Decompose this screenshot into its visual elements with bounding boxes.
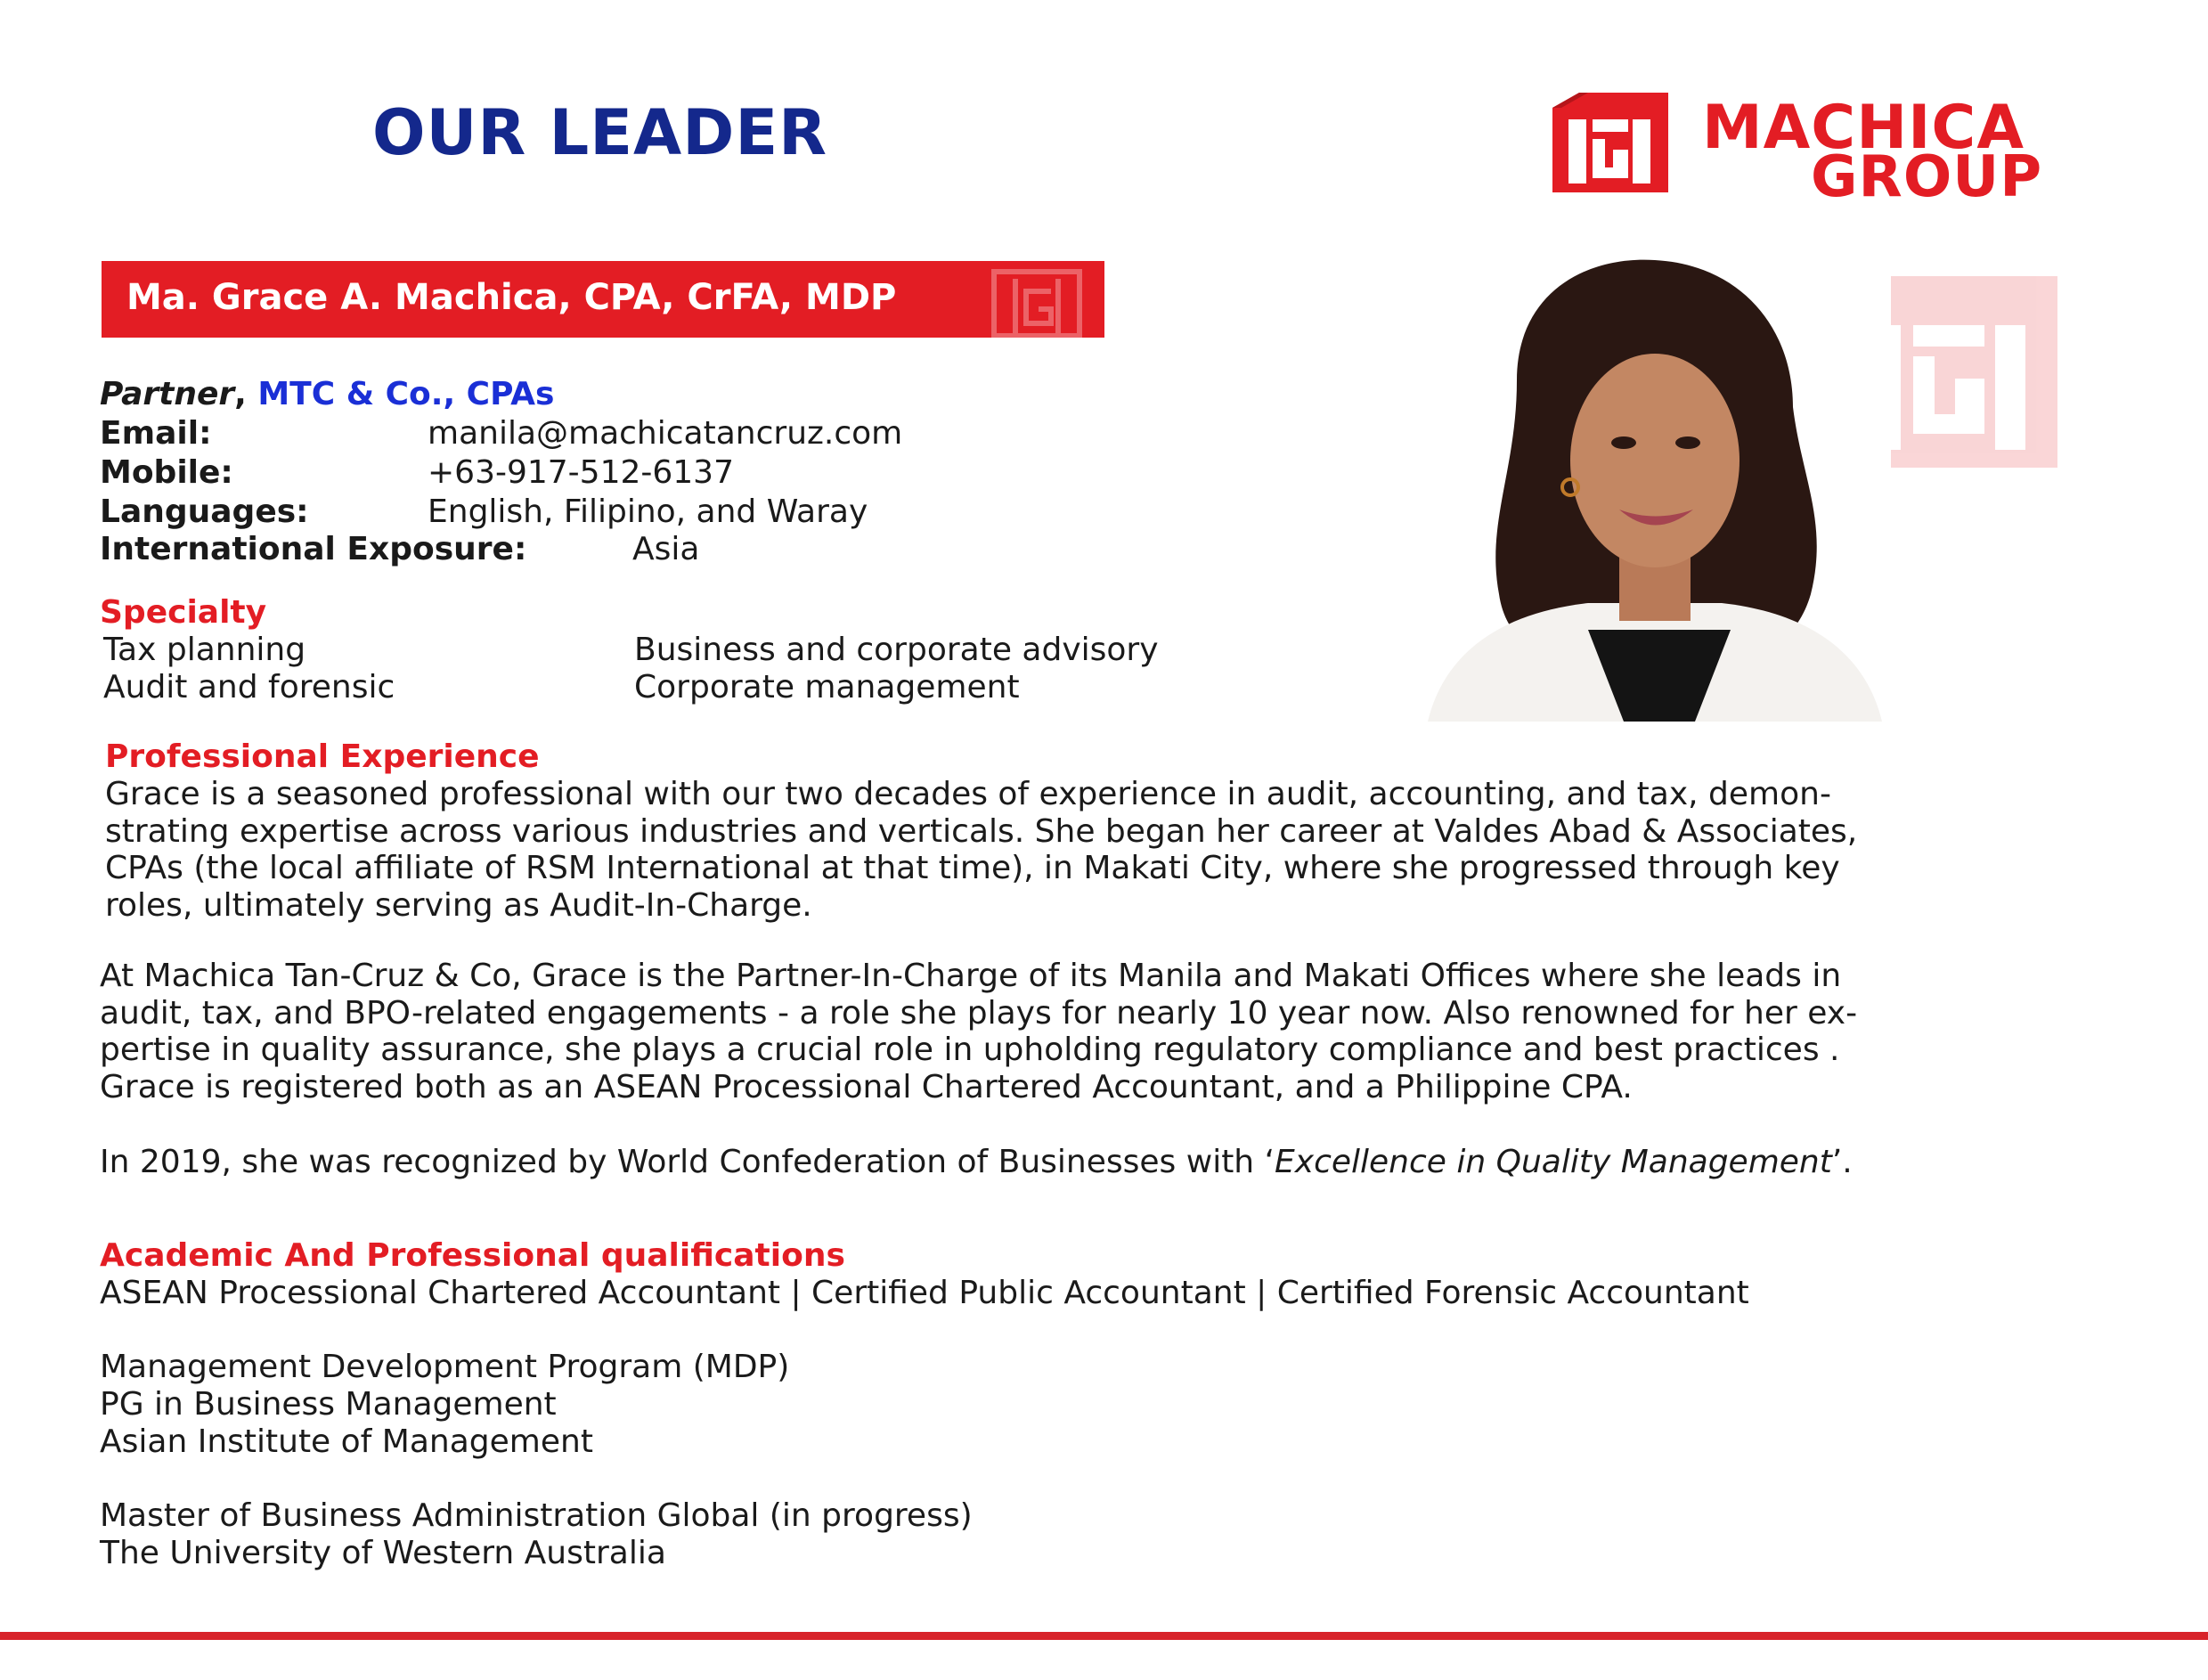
leader-name: Ma. Grace A. Machica, CPA, CrFA, MDP	[126, 277, 897, 318]
experience-heading: Professional Experience	[105, 738, 540, 775]
paragraph-line: audit, tax, and BPO-related engagements - a role she plays for nearly 10 year now. Also renowned for her ex-	[100, 994, 1858, 1032]
qualification-line: ASEAN Processional Chartered Accountant | Certified Public Accountant | Certified Forensic Accountant	[100, 1275, 1749, 1311]
leader-name-banner	[102, 261, 1104, 338]
leader-role	[100, 375, 554, 414]
logo-text-group: GROUP	[1811, 144, 2043, 210]
award-sentence-prefix: In 2019, she was recognized by World Confederation of Businesses with ‘	[100, 1144, 1275, 1180]
specialty-item: Tax planning	[103, 632, 306, 668]
exposure-label: International Exposure:	[100, 531, 527, 567]
logo-text-machica: MACHICA	[1702, 93, 2025, 163]
paragraph-line: strating expertise across various industries and verticals. She began her career at Valdes Abad & Associates,	[105, 812, 1858, 850]
languages-value: English, Filipino, and Waray	[428, 493, 868, 530]
paragraph-line: pertise in quality assurance, she plays a crucial role in upholding regulatory compliance and best practices .	[100, 1032, 1840, 1068]
experience-paragraph-1	[105, 776, 1857, 924]
languages-label: Languages:	[100, 493, 309, 530]
paragraph-line: Grace is registered both as an ASEAN Processional Chartered Accountant, and a Philippine CPA.	[100, 1068, 1633, 1105]
banner-logo-watermark-icon	[983, 261, 1090, 338]
paragraph-line: roles, ultimately serving as Audit-In-Charge.	[105, 886, 812, 924]
qualification-line: PG in Business Management	[100, 1386, 557, 1423]
paragraph-line: At Machica Tan-Cruz & Co, Grace is the Partner-In-Charge of its Manila and Makati Offices where she leads in	[100, 958, 1842, 994]
mobile-value[interactable]: +63-917-512-6137	[428, 454, 734, 491]
leader-portrait	[1410, 256, 1891, 722]
paragraph-line: CPAs (the local affiliate of RSM International at that time), in Makati City, where she progressed through key	[105, 850, 1840, 886]
specialty-item: Business and corporate advisory	[634, 632, 1159, 668]
experience-paragraph-3	[100, 1144, 1853, 1181]
role-separator: ,	[234, 376, 258, 412]
mobile-label: Mobile:	[100, 454, 233, 491]
machica-group-logo	[1544, 86, 2114, 210]
award-title: Excellence in Quality Management	[1275, 1144, 1832, 1180]
specialty-item: Corporate management	[634, 669, 1020, 705]
footer-divider	[0, 1632, 2208, 1640]
qualifications-heading: Academic And Professional qualifications	[100, 1237, 845, 1274]
exposure-value: Asia	[632, 531, 700, 567]
email-value[interactable]: manila@machicatancruz.com	[428, 415, 903, 452]
experience-paragraph-2	[100, 958, 1857, 1105]
specialty-heading: Specialty	[100, 594, 267, 631]
qualification-line: Asian Institute of Management	[100, 1423, 593, 1460]
firm-name: MTC & Co., CPAs	[257, 376, 555, 412]
email-label: Email:	[100, 415, 212, 452]
specialty-item: Audit and forensic	[103, 669, 395, 705]
paragraph-line: Grace is a seasoned professional with our two decades of experience in audit, accounting, and tax, demon-	[105, 776, 1831, 812]
qualification-line: Master of Business Administration Global (in progress)	[100, 1497, 973, 1534]
role-prefix: Partner	[100, 376, 235, 412]
page-title: OUR LEADER	[372, 96, 828, 169]
qualification-line: Management Development Program (MDP)	[100, 1349, 790, 1385]
award-sentence-suffix: ’.	[1831, 1144, 1853, 1180]
machica-logo-mark-icon	[1544, 86, 1677, 201]
qualification-line: The University of Western Australia	[100, 1535, 666, 1571]
